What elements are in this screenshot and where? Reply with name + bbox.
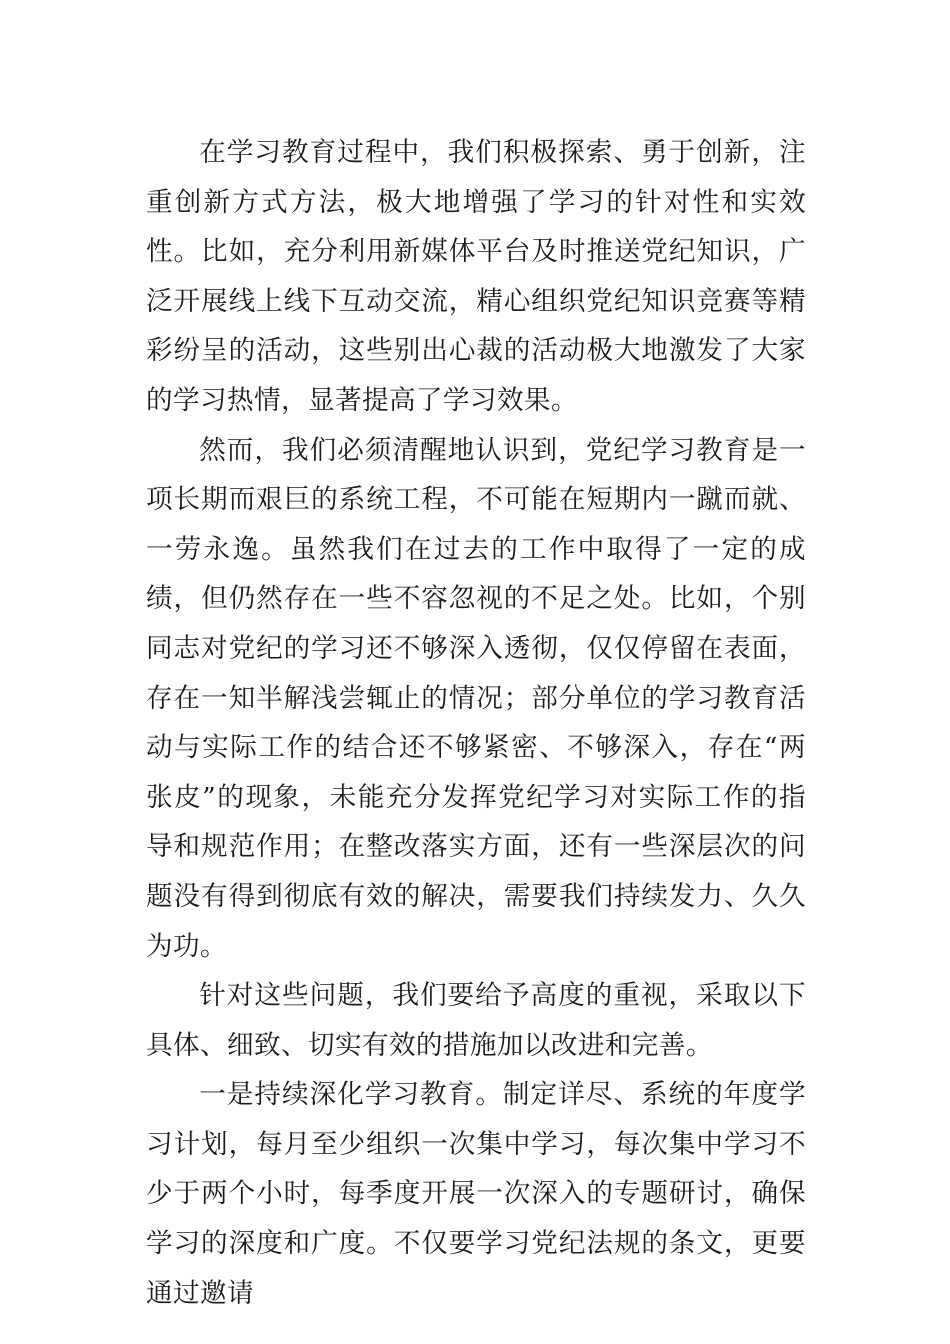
paragraph-innovation: 在学习教育过程中，我们积极探索、勇于创新，注重创新方式方法，极大地增强了学习的针对性和实效性。比如，充分利用新媒体平台及时推送党纪知识，广泛开展线上线下互动交流，精心组织党纪知识竞赛等精彩纷呈的活动，这些别出心裁的活动极大地激发了大家的学习热情，显著提高了学习效果。 — [146, 137, 806, 416]
paragraph-measures-intro: 针对这些问题，我们要给予高度的重视，采取以下具体、细致、切实有效的措施加以改进和完善。 — [146, 980, 806, 1061]
paragraph-measure-one: 一是持续深化学习教育。制定详尽、系统的年度学习计划，每月至少组织一次集中学习，每次集中学习不少于两个小时，每季度开展一次深入的专题研讨，确保学习的深度和广度。不仅要学习党纪法规的条文，更要通过邀请 — [146, 1079, 806, 1309]
paragraph-shortcomings: 然而，我们必须清醒地认识到，党纪学习教育是一项长期而艰巨的系统工程，不可能在短期内一蹴而就、一劳永逸。虽然我们在过去的工作中取得了一定的成绩，但仍然存在一些不容忽视的不足之处。比如，个别同志对党纪的学习还不够深入透彻，仅仅停留在表面，存在一知半解浅尝辄止的情况；部分单位的学习教育活动与实际工作的结合还不够紧密、不够深入，存在“两张皮”的现象，未能充分发挥党纪学习对实际工作的指导和规范作用；在整改落实方面，还有一些深层次的问题没有得到彻底有效的解决，需要我们持续发力、久久为功。 — [146, 434, 806, 962]
document-page — [146, 128, 806, 1318]
